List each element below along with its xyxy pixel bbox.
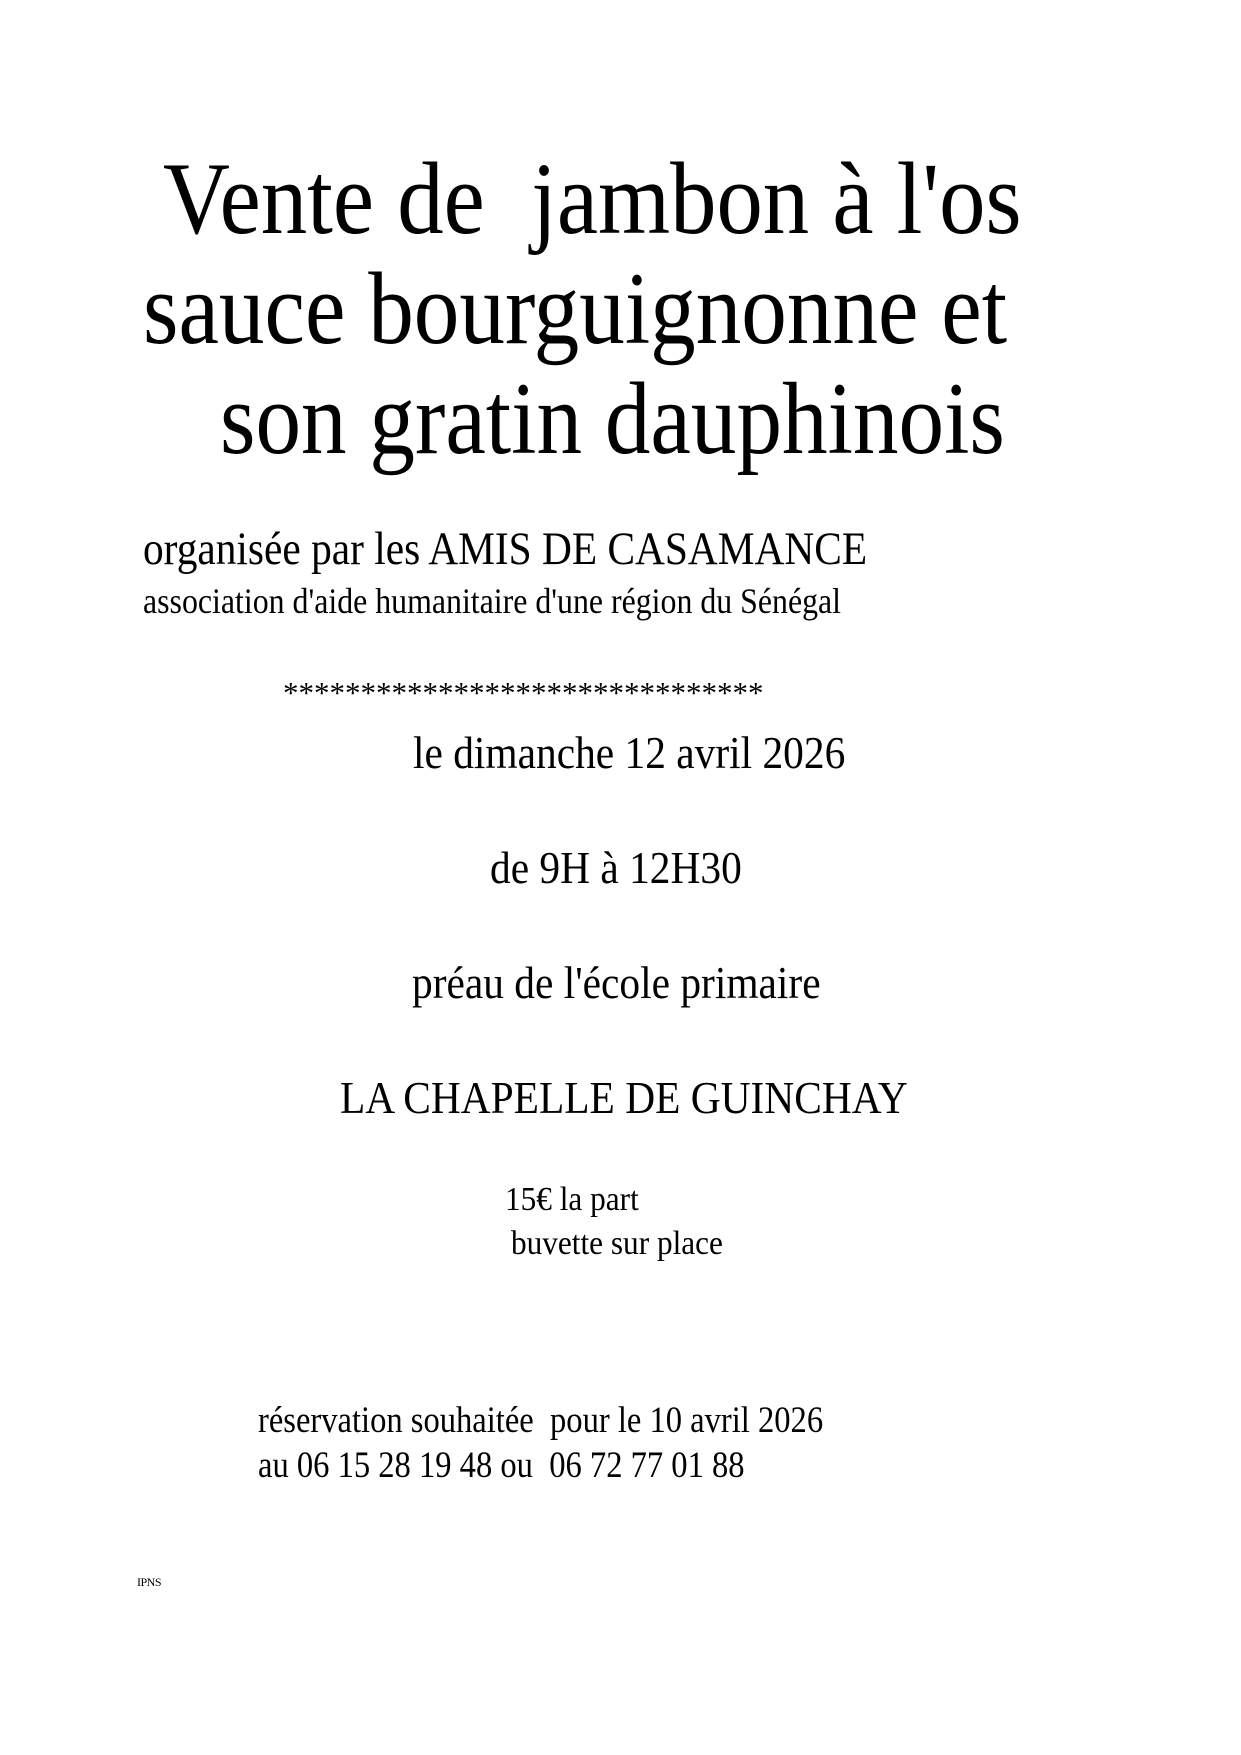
asterisk-separator: *******************************: [283, 675, 764, 710]
event-town: LA CHAPELLE DE GUINCHAY: [340, 1072, 908, 1123]
title-line-1: Vente de jambon à l'os: [163, 142, 1022, 256]
event-date: le dimanche 12 avril 2026: [413, 727, 846, 778]
reservation-text: réservation souhaitée pour le 10 avril 2026: [258, 1400, 824, 1441]
association-description: association d'aide humanitaire d'une région du Sénégal: [143, 581, 842, 621]
title-line-3: son gratin dauphinois: [220, 362, 1005, 476]
title-line-2: sauce bourguignonne et: [143, 252, 1008, 366]
phone-numbers: au 06 15 28 19 48 ou 06 72 77 01 88: [258, 1445, 745, 1486]
organizer-text: organisée par les AMIS DE CASAMANCE: [143, 523, 868, 575]
bar-text: buvette sur place: [511, 1225, 723, 1262]
price-text: 15€ la part: [505, 1181, 639, 1218]
event-venue: préau de l'école primaire: [412, 957, 821, 1008]
event-hours: de 9H à 12H30: [490, 842, 742, 893]
ipns-mark: IPNS: [137, 1575, 162, 1589]
